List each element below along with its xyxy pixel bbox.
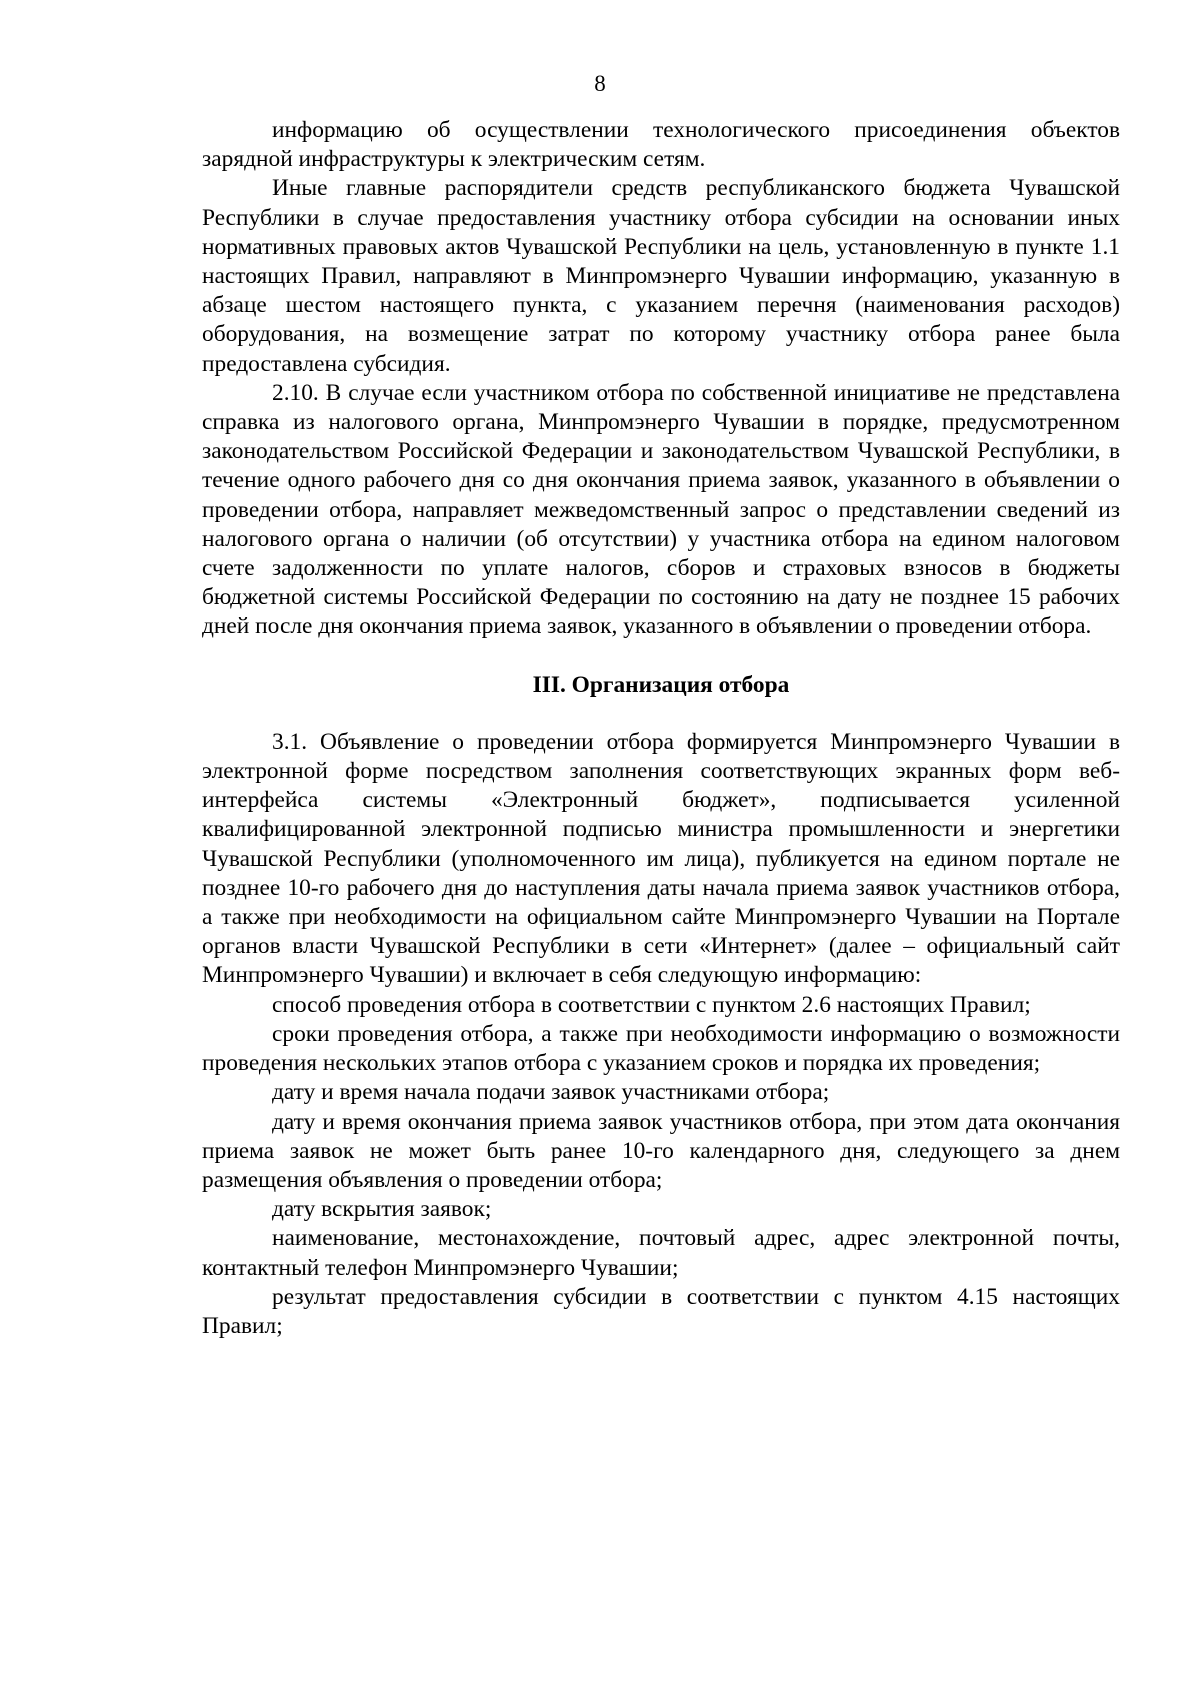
list-item: сроки проведения отбора, а также при необходимости информацию о возможности проведения нескольких этапов отбора с указанием сроков и порядка их проведения; bbox=[202, 1020, 1120, 1077]
page-number: 8 bbox=[594, 71, 606, 96]
paragraph: информацию об осуществлении технологического присоединения объектов зарядной инфраструктуры к электрическим сетям. bbox=[202, 117, 1120, 173]
document-body bbox=[202, 116, 1120, 1341]
list-item: наименование, местонахождение, почтовый адрес, адрес электронной почты, контактный телефон Минпромэнерго Чувашии; bbox=[202, 1225, 1120, 1281]
section-title: III. Организация отбора bbox=[532, 671, 790, 698]
paragraph: 3.1. Объявление о проведении отбора формируется Минпромэнерго Чувашии в электронной форме посредством заполнения соответствующих экранных форм веб-интерфейса системы «Электронный бюджет», подписывается усиленной квалифицированной электронной подписью министра промышленности и энергетики Чувашской Республики (уполномоченного им лица), публикуется на едином портале не позднее 10-го рабочего дня до наступления даты начала приема заявок участников отбора, а также при необходимости на официальном сайте Минпромэнерго Чувашии на Портале органов власти Чувашской Республики в сети «Интернет» (далее – официальный сайт Минпромэнерго Чувашии) и включает в себя следующую информацию: bbox=[202, 728, 1120, 989]
list-item: дату и время окончания приема заявок участников отбора, при этом дата окончания приема заявок не может быть ранее 10-го календарного дня, следующего за днем размещения объявления о проведении отбора; bbox=[202, 1108, 1120, 1193]
list-item: результат предоставления субсидии в соответствии с пунктом 4.15 настоящих Правил; bbox=[202, 1283, 1120, 1339]
list-item: способ проведения отбора в соответствии с пунктом 2.6 настоящих Правил; bbox=[272, 991, 1031, 1018]
list-item: дату вскрытия заявок; bbox=[272, 1196, 492, 1223]
list-item: дату и время начала подачи заявок участниками отбора; bbox=[272, 1079, 830, 1106]
paragraph: Иные главные распорядители средств республиканского бюджета Чувашской Республики в случае предоставления участнику отбора субсидии на основании иных нормативных правовых актов Чувашской Республики на цель, установленную в пункте 1.1 настоящих Правил, направляют в Минпромэнерго Чувашии информацию, указанную в абзаце шестом настоящего пункта, с указанием перечня (наименования расходов) оборудования, на возмещение затрат по которому участнику отбора ранее была предоставлена субсидия. bbox=[202, 175, 1120, 377]
paragraph: 2.10. В случае если участником отбора по собственной инициативе не представлена справка из налогового органа, Минпромэнерго Чувашии в порядке, предусмотренном законодательством Российской Федерации и законодательством Чувашской Республики, в течение одного рабочего дня со дня окончания приема заявок, указанного в объявлении о проведении отбора, направляет межведомственный запрос о представлении сведений из налогового органа о наличии (об отсутствии) у участника отбора на едином налоговом счете задолженности по уплате налогов, сборов и страховых взносов в бюджеты бюджетной системы Российской Федерации по состоянию на дату не позднее 15 рабочих дней после дня окончания приема заявок, указанного в объявлении о проведении отбора. bbox=[202, 379, 1120, 640]
